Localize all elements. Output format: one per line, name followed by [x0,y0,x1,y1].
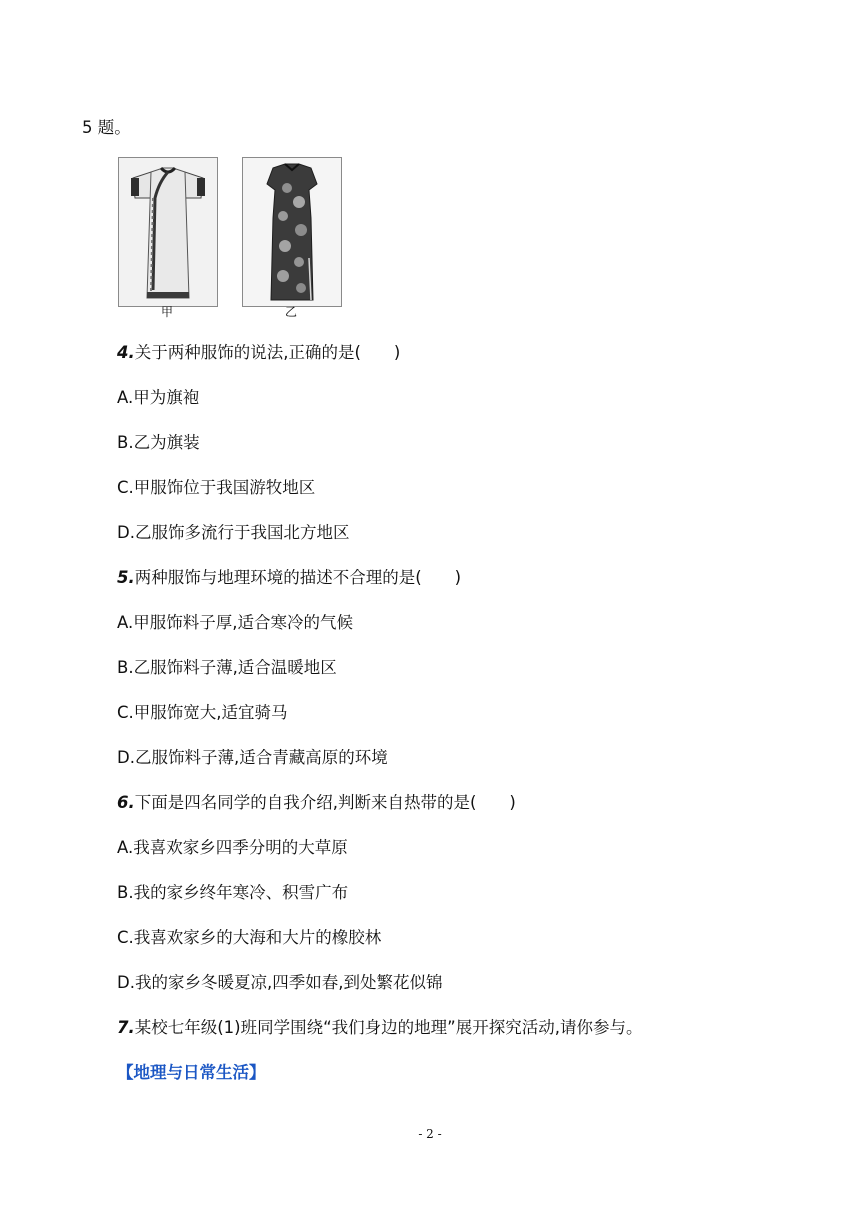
question-number: 4. [117,343,135,362]
question-number: 6. [117,793,135,812]
figure-caption-jia: 甲 [160,305,173,319]
question-stem: 两种服饰与地理环境的描述不合理的是( ) [134,568,462,587]
question-number: 5. [117,568,135,587]
option-5c: C.甲服饰宽大,适宜骑马 [117,703,288,722]
option-6b: B.我的家乡终年寒冷、积雪广布 [117,883,349,902]
question-6 [117,792,516,814]
option-4b: B.乙为旗装 [117,433,200,452]
intro-text: 5 题。 [82,118,131,137]
question-stem: 某校七年级(1)班同学围绕“我们身边的地理”展开探究活动,请你参与。 [134,1018,643,1037]
option-6c: C.我喜欢家乡的大海和大片的橡胶林 [117,928,382,947]
question-4 [117,342,400,364]
question-7 [117,1017,642,1039]
option-5d: D.乙服饰料子薄,适合青藏高原的环境 [117,748,388,767]
option-4c: C.甲服饰位于我国游牧地区 [117,478,316,497]
question-stem: 关于两种服饰的说法,正确的是( ) [134,343,401,362]
question-5 [117,567,461,589]
option-4d: D.乙服饰多流行于我国北方地区 [117,523,350,542]
question-number: 7. [117,1018,135,1037]
option-6a: A.我喜欢家乡四季分明的大草原 [117,838,348,857]
robe-image [118,157,218,307]
option-5a: A.甲服饰料子厚,适合寒冷的气候 [117,613,353,632]
section-heading: 【地理与日常生活】 [117,1063,266,1082]
option-6d: D.我的家乡冬暖夏凉,四季如春,到处繁花似锦 [117,973,443,992]
page-number: - 2 - [418,1127,442,1141]
figure-caption-yi: 乙 [284,305,297,319]
qipao-image [242,157,342,307]
option-4a: A.甲为旗袍 [117,388,200,407]
option-5b: B.乙服饰料子薄,适合温暖地区 [117,658,337,677]
question-stem: 下面是四名同学的自我介绍,判断来自热带的是( ) [134,793,516,812]
